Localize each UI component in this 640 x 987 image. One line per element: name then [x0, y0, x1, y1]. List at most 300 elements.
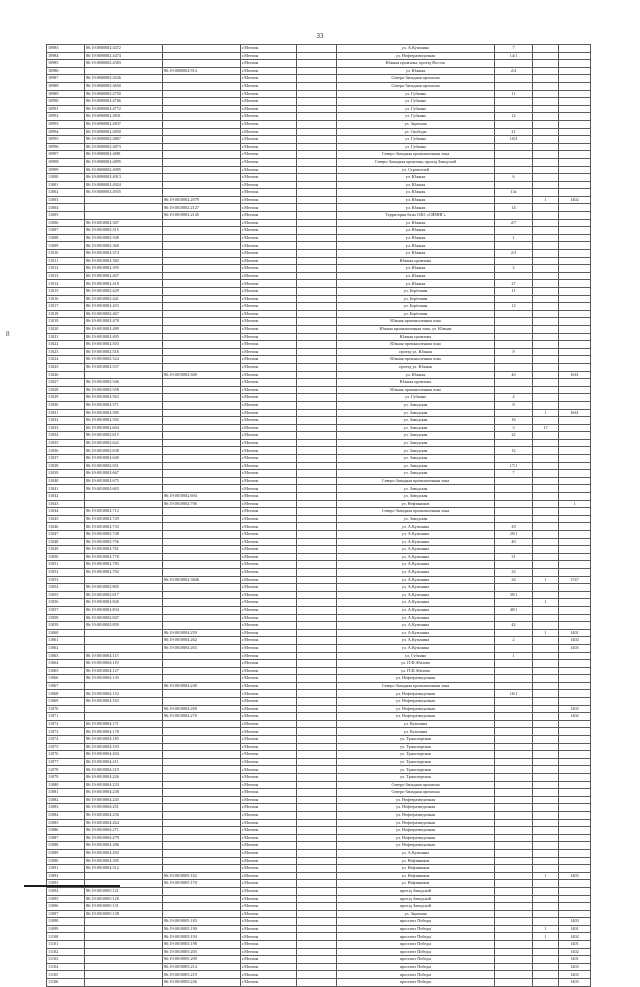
cell-city: г.Мегион: [241, 925, 297, 933]
cell-building-number: [495, 166, 533, 174]
cell-address: ул. А.Кузьмина: [337, 599, 495, 607]
cell-code: [559, 265, 591, 273]
table-row: [47, 257, 591, 265]
cell-area: [297, 644, 337, 652]
cell-count: [533, 842, 559, 850]
cell-cadastral-number-2: [163, 546, 241, 554]
cell-row-number: 11057: [47, 606, 85, 614]
cell-area: [297, 166, 337, 174]
cell-address: Северо-Западная промзона: [337, 789, 495, 797]
cell-area: [297, 325, 337, 333]
cell-building-number: [495, 105, 533, 113]
cell-count: [533, 637, 559, 645]
cell-city: г.Мегион: [241, 948, 297, 956]
cell-cadastral-number-2: [163, 120, 241, 128]
cell-row-number: 11034: [47, 432, 85, 440]
cell-building-number: [495, 455, 533, 463]
table-row: [47, 948, 591, 956]
cell-cadastral-number-1: [85, 971, 163, 979]
cell-cadastral-number-1: [85, 629, 163, 637]
cell-row-number: 11064: [47, 660, 85, 668]
cell-cadastral-number-1: 86:19:0010002:638: [85, 447, 163, 455]
cell-code: [559, 584, 591, 592]
cell-row-number: 11047: [47, 531, 85, 539]
cell-code: [559, 546, 591, 554]
cell-count: [533, 819, 559, 827]
cell-address: ул. Нефтеразведочная: [337, 834, 495, 842]
cell-area: [297, 531, 337, 539]
cell-area: [297, 751, 337, 759]
cell-cadastral-number-2: [163, 606, 241, 614]
cell-cadastral-number-1: [85, 948, 163, 956]
cell-row-number: 11086: [47, 827, 85, 835]
cell-cadastral-number-2: 86:19:0010002:2079: [163, 196, 241, 204]
cell-row-number: 10999: [47, 166, 85, 174]
cell-cadastral-number-1: 86:19:0010002:834: [85, 606, 163, 614]
cell-building-number: 42: [495, 622, 533, 630]
table-row: [47, 849, 591, 857]
table-row: [47, 242, 591, 250]
cell-address: Южная промышленная зона: [337, 341, 495, 349]
cell-row-number: 11023: [47, 348, 85, 356]
cell-cadastral-number-1: [85, 918, 163, 926]
cell-cadastral-number-2: [163, 508, 241, 516]
cell-cadastral-number-1: 86:19:0010002:792: [85, 568, 163, 576]
table-row: [47, 98, 591, 106]
cell-building-number: 29/1: [495, 531, 533, 539]
cell-code: 1403: [559, 705, 591, 713]
cell-address: ул. Южная: [337, 371, 495, 379]
cell-cadastral-number-1: 86:19:0010002:489: [85, 325, 163, 333]
table-row: [47, 363, 591, 371]
cell-city: г.Мегион: [241, 903, 297, 911]
cell-building-number: [495, 758, 533, 766]
cell-count: [533, 363, 559, 371]
cell-building-number: 21: [495, 128, 533, 136]
cell-building-number: 11: [495, 90, 533, 98]
table-row: [47, 546, 591, 554]
cell-cadastral-number-2: [163, 363, 241, 371]
cell-city: г.Мегион: [241, 561, 297, 569]
cell-area: [297, 827, 337, 835]
cell-address: ул. Заводская: [337, 447, 495, 455]
cell-area: [297, 622, 337, 630]
cell-area: [297, 265, 337, 273]
cell-count: [533, 667, 559, 675]
cell-address: ул. Заводская: [337, 515, 495, 523]
cell-address: ул. Нефтеразведочная: [337, 842, 495, 850]
cell-code: [559, 736, 591, 744]
cell-building-number: 40: [495, 538, 533, 546]
cell-row-number: 11094: [47, 887, 85, 895]
cell-cadastral-number-2: [163, 333, 241, 341]
cell-cadastral-number-2: [163, 348, 241, 356]
cell-address: Северо-Западная промзона: [337, 75, 495, 83]
cell-code: [559, 774, 591, 782]
cell-address: Северо-Западная промзона, проезд Заводской: [337, 158, 495, 166]
cell-cadastral-number-1: 86:19:0010002:407: [85, 272, 163, 280]
cell-building-number: [495, 584, 533, 592]
table-row: [47, 690, 591, 698]
cell-code: [559, 280, 591, 288]
cell-code: [559, 720, 591, 728]
cell-city: г.Мегион: [241, 325, 297, 333]
table-row: [47, 500, 591, 508]
cell-city: г.Мегион: [241, 918, 297, 926]
cell-code: [559, 599, 591, 607]
cell-cadastral-number-2: [163, 341, 241, 349]
cell-area: [297, 796, 337, 804]
cell-row-number: 11090: [47, 857, 85, 865]
cell-building-number: [495, 811, 533, 819]
cell-count: [533, 561, 559, 569]
cell-cadastral-number-1: 86:19:0010004:305: [85, 857, 163, 865]
cell-area: [297, 910, 337, 918]
table-row: [47, 652, 591, 660]
cell-code: [559, 508, 591, 516]
cell-cadastral-number-2: [163, 591, 241, 599]
cell-code: [559, 432, 591, 440]
cell-city: г.Мегион: [241, 272, 297, 280]
cell-cadastral-number-1: 86:19:0010005:121: [85, 887, 163, 895]
cell-cadastral-number-1: 86:19:0010002:478: [85, 318, 163, 326]
cell-cadastral-number-2: 86:19:0010004:270: [163, 713, 241, 721]
cell-address: Южная промзона: [337, 257, 495, 265]
cell-count: [533, 918, 559, 926]
cell-count: [533, 242, 559, 250]
cell-cadastral-number-1: 86:19:0010002:307: [85, 219, 163, 227]
cell-building-number: [495, 477, 533, 485]
cell-address: Южная промышленная зона, ул. Южная: [337, 325, 495, 333]
cell-cadastral-number-1: 86:19:0000002:4750: [85, 90, 163, 98]
cell-area: [297, 363, 337, 371]
cell-address: ул. Берёзовая: [337, 288, 495, 296]
cell-count: [533, 720, 559, 728]
cell-count: 1: [533, 409, 559, 417]
cell-cadastral-number-2: [163, 439, 241, 447]
cell-count: [533, 789, 559, 797]
cell-area: [297, 189, 337, 197]
cell-building-number: [495, 341, 533, 349]
cell-count: [533, 979, 559, 987]
cell-address: ул. А.Кузьмина: [337, 523, 495, 531]
cell-cadastral-number-1: 86:19:0000002:4472: [85, 45, 163, 53]
cell-cadastral-number-1: 86:19:0000002:4583: [85, 60, 163, 68]
table-row: [47, 143, 591, 151]
table-row: [47, 234, 591, 242]
cell-cadastral-number-1: 86:19:0000002:4831: [85, 113, 163, 121]
cell-address: Южная промышленная зона: [337, 386, 495, 394]
cell-cadastral-number-1: [85, 493, 163, 501]
cell-building-number: [495, 933, 533, 941]
cell-city: г.Мегион: [241, 789, 297, 797]
cell-address: Северо-Западная промышленная зона: [337, 682, 495, 690]
cell-building-number: [495, 508, 533, 516]
cell-count: [533, 705, 559, 713]
cell-cadastral-number-2: [163, 75, 241, 83]
cell-count: [533, 834, 559, 842]
table-row: [47, 576, 591, 584]
cell-area: [297, 234, 337, 242]
cell-area: [297, 128, 337, 136]
cell-count: [533, 356, 559, 364]
cell-cadastral-number-2: [163, 789, 241, 797]
cell-count: [533, 880, 559, 888]
cell-count: [533, 758, 559, 766]
cell-count: [533, 105, 559, 113]
cell-count: [533, 158, 559, 166]
cell-building-number: [495, 842, 533, 850]
table-row: [47, 52, 591, 60]
cell-area: [297, 371, 337, 379]
cell-row-number: 11030: [47, 401, 85, 409]
cell-city: г.Мегион: [241, 303, 297, 311]
cell-code: [559, 531, 591, 539]
cell-building-number: [495, 872, 533, 880]
cell-row-number: 10992: [47, 113, 85, 121]
cell-area: [297, 895, 337, 903]
cell-city: г.Мегион: [241, 804, 297, 812]
footer-rule: [24, 885, 120, 887]
cell-code: [559, 90, 591, 98]
cell-address: ул. Южная: [337, 189, 495, 197]
cell-cadastral-number-2: [163, 599, 241, 607]
table-row: [47, 561, 591, 569]
cell-cadastral-number-2: [163, 485, 241, 493]
cell-code: [559, 606, 591, 614]
cell-row-number: 11020: [47, 325, 85, 333]
cell-city: г.Мегион: [241, 234, 297, 242]
cell-count: [533, 212, 559, 220]
cell-row-number: 11082: [47, 796, 85, 804]
cell-cadastral-number-1: 86:19:0000002:4850: [85, 128, 163, 136]
cell-address: ул. Южная: [337, 272, 495, 280]
cell-cadastral-number-2: [163, 455, 241, 463]
page-number: 33: [316, 32, 324, 40]
cell-row-number: 10997: [47, 151, 85, 159]
table-row: [47, 918, 591, 926]
cell-row-number: 11101: [47, 941, 85, 949]
cell-building-number: [495, 60, 533, 68]
cell-cadastral-number-1: [85, 212, 163, 220]
table-row: [47, 151, 591, 159]
cell-city: г.Мегион: [241, 819, 297, 827]
cell-city: г.Мегион: [241, 356, 297, 364]
cell-count: [533, 948, 559, 956]
cell-city: г.Мегион: [241, 280, 297, 288]
cell-city: г.Мегион: [241, 933, 297, 941]
cell-cadastral-number-2: [163, 622, 241, 630]
cell-code: [559, 257, 591, 265]
cell-count: [533, 766, 559, 774]
cell-count: 1: [533, 196, 559, 204]
cell-cadastral-number-2: [163, 698, 241, 706]
cell-code: [559, 227, 591, 235]
cell-area: [297, 614, 337, 622]
cell-row-number: 11056: [47, 599, 85, 607]
cell-building-number: [495, 599, 533, 607]
cell-area: [297, 120, 337, 128]
cell-row-number: 11024: [47, 356, 85, 364]
cell-address: ул. Берёзовая: [337, 310, 495, 318]
cell-area: [297, 758, 337, 766]
cell-building-number: 2: [495, 265, 533, 273]
cell-row-number: 11045: [47, 515, 85, 523]
table-row: [47, 493, 591, 501]
cell-count: [533, 515, 559, 523]
cell-count: [533, 675, 559, 683]
cell-area: [297, 401, 337, 409]
cell-code: [559, 120, 591, 128]
cell-city: г.Мегион: [241, 113, 297, 121]
cell-cadastral-number-2: [163, 174, 241, 182]
cell-code: [559, 865, 591, 873]
cell-city: г.Мегион: [241, 363, 297, 371]
cell-address: ул. Нефтеразведочная: [337, 675, 495, 683]
cell-cadastral-number-1: 86:19:0000002:4837: [85, 120, 163, 128]
table-row: [47, 348, 591, 356]
cell-code: 1402: [559, 948, 591, 956]
cell-code: [559, 113, 591, 121]
cell-row-number: 11102: [47, 948, 85, 956]
cell-building-number: 2/3: [495, 250, 533, 258]
cell-cadastral-number-1: [85, 682, 163, 690]
cell-area: [297, 500, 337, 508]
cell-row-number: 11062: [47, 644, 85, 652]
cell-code: 1641: [559, 371, 591, 379]
cell-row-number: 11036: [47, 447, 85, 455]
cell-address: Северо-Западная промышленная зона: [337, 508, 495, 516]
cell-code: 1402: [559, 713, 591, 721]
cell-code: [559, 538, 591, 546]
cell-code: [559, 690, 591, 698]
cell-address: ул. Южная: [337, 280, 495, 288]
cell-cadastral-number-1: 86:19:0010004:185: [85, 736, 163, 744]
cell-address: Территория базы ОАО «СНМНГ»: [337, 212, 495, 220]
cell-area: [297, 45, 337, 53]
table-row: [47, 857, 591, 865]
cell-count: [533, 736, 559, 744]
cell-cadastral-number-1: 86:19:0010002:558: [85, 386, 163, 394]
cell-area: [297, 887, 337, 895]
cell-area: [297, 553, 337, 561]
cell-city: г.Мегион: [241, 288, 297, 296]
cell-city: г.Мегион: [241, 242, 297, 250]
cell-address: ул. Нефтеразведочная: [337, 827, 495, 835]
cell-code: 1402: [559, 933, 591, 941]
cell-address: ул. Нефтяников: [337, 865, 495, 873]
table-row: [47, 82, 591, 90]
cell-code: [559, 174, 591, 182]
table-row: [47, 523, 591, 531]
cell-area: [297, 948, 337, 956]
table-row: [47, 318, 591, 326]
cell-count: [533, 644, 559, 652]
cell-address: ул. А.Кузьмина: [337, 561, 495, 569]
cell-address: ул. Нефтеразведочная: [337, 819, 495, 827]
cell-address: ул. Губкина: [337, 652, 495, 660]
cell-count: [533, 553, 559, 561]
cell-code: [559, 272, 591, 280]
cell-city: г.Мегион: [241, 568, 297, 576]
cell-building-number: 12: [495, 303, 533, 311]
cell-address: ул. Губкина: [337, 136, 495, 144]
cell-code: [559, 849, 591, 857]
cell-code: [559, 136, 591, 144]
cell-count: [533, 971, 559, 979]
cell-row-number: 11049: [47, 546, 85, 554]
cell-area: [297, 789, 337, 797]
table-row: [47, 865, 591, 873]
table-row: [47, 401, 591, 409]
cell-cadastral-number-1: 86:19:0010004:193: [85, 743, 163, 751]
cell-row-number: 11005: [47, 212, 85, 220]
cell-cadastral-number-2: [163, 614, 241, 622]
cell-city: г.Мегион: [241, 371, 297, 379]
cell-area: [297, 903, 337, 911]
cell-row-number: 11089: [47, 849, 85, 857]
cell-cadastral-number-2: 86:19:0010005:209: [163, 956, 241, 964]
table-row: [47, 90, 591, 98]
cell-city: г.Мегион: [241, 470, 297, 478]
cell-cadastral-number-1: 86:19:0010004:233: [85, 781, 163, 789]
cell-count: [533, 128, 559, 136]
cell-row-number: 11003: [47, 196, 85, 204]
cell-row-number: 11032: [47, 417, 85, 425]
cell-address: ул. Южная: [337, 204, 495, 212]
cell-building-number: 13а: [495, 189, 533, 197]
cell-code: [559, 82, 591, 90]
cell-city: г.Мегион: [241, 151, 297, 159]
cell-city: г.Мегион: [241, 956, 297, 964]
cell-count: [533, 386, 559, 394]
cell-cadastral-number-1: 86:19:0010002:622: [85, 439, 163, 447]
cell-cadastral-number-1: 86:19:0010004:119: [85, 660, 163, 668]
cell-city: г.Мегион: [241, 181, 297, 189]
cell-code: 1: [559, 500, 591, 508]
cell-city: г.Мегион: [241, 90, 297, 98]
cell-count: [533, 743, 559, 751]
cell-building-number: [495, 827, 533, 835]
cell-building-number: [495, 644, 533, 652]
cell-cadastral-number-2: [163, 82, 241, 90]
cell-address: ул. Нефтеразведочная: [337, 705, 495, 713]
cell-code: 1403: [559, 644, 591, 652]
cell-area: [297, 538, 337, 546]
cell-building-number: [495, 667, 533, 675]
table-row: [47, 280, 591, 288]
cell-cadastral-number-2: [163, 280, 241, 288]
cell-code: 1401: [559, 629, 591, 637]
cell-area: [297, 151, 337, 159]
cell-row-number: 11061: [47, 637, 85, 645]
cell-address: Южная промзона: [337, 379, 495, 387]
table-row: [47, 333, 591, 341]
cell-building-number: [495, 257, 533, 265]
cell-building-number: 32: [495, 568, 533, 576]
cell-building-number: [495, 318, 533, 326]
cell-area: [297, 52, 337, 60]
cell-address: ул. Берёзовая: [337, 303, 495, 311]
cell-row-number: 11070: [47, 705, 85, 713]
cell-address: ул. А.Кузьмина: [337, 606, 495, 614]
cell-building-number: 8: [495, 401, 533, 409]
cell-building-number: [495, 910, 533, 918]
table-row: [47, 45, 591, 53]
cell-row-number: 10998: [47, 158, 85, 166]
cell-address: ул. А.Кузьмина: [337, 538, 495, 546]
cell-count: [533, 796, 559, 804]
